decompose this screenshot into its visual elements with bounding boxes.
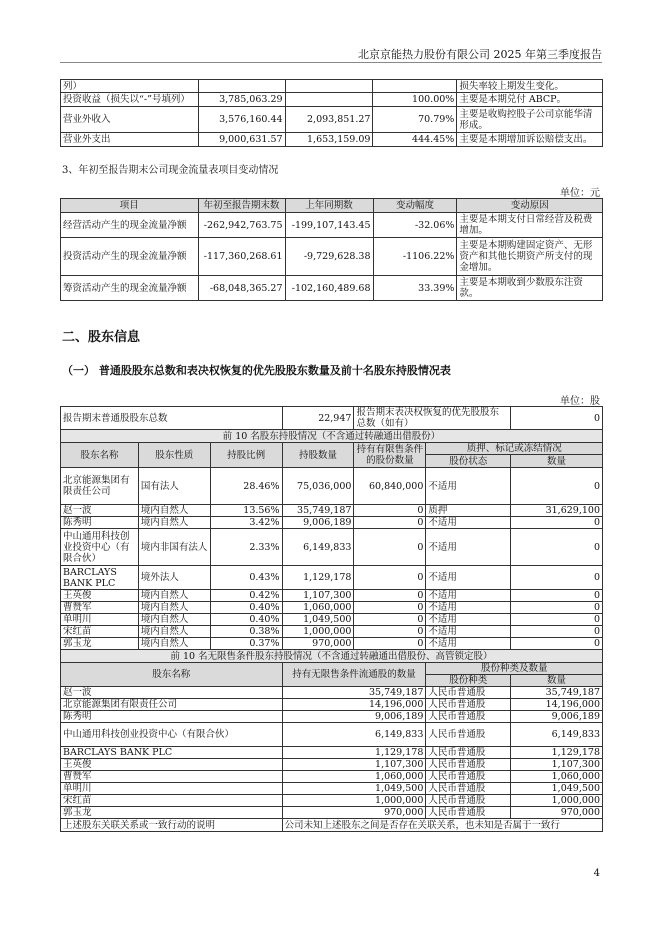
table-header: 项目 年初至报告期末数 上年同期数 变动幅度 变动原因 [61, 199, 603, 213]
table-row: 赵一波 35,749,187 人民币普通股 35,749,187 [61, 687, 603, 699]
table-row: 王英俊 1,107,300 人民币普通股 1,107,300 [61, 759, 603, 771]
shareholder-table [60, 406, 603, 832]
table-row: 单明川 1,049,500 人民币普通股 1,049,500 [61, 783, 603, 795]
table-row: 报告期末普通股股东总数 22,947 报告期末表决权恢复的优先股股东总数（如有） 0 [61, 407, 603, 430]
table-header: 股东名称 持有无限售条件流通股的数量 股份种类及数量 [61, 663, 603, 675]
table-title-row: 前 10 名无限售条件股东持股情况（不含通过转融通出借股份、高管锁定股） [61, 650, 603, 663]
cashflow-unit: 单位：元 [560, 188, 600, 199]
table-row: BARCLAYS BANK PLC 1,129,178 人民币普通股 1,129,178 [61, 747, 603, 759]
table-row: 郭玉龙 970,000 人民币普通股 970,000 [61, 807, 603, 819]
table-row: 上述股东关联关系或一致行动的说明 公司未知上述股东之间是否存在关联关系，也未知是否属于一致行 [61, 819, 603, 832]
table-row: 宋红苗 境内自然人 0.38% 1,000,000 0 不适用 0 [61, 626, 603, 638]
table-row: 营业外收入 3,576,160.44 2,093,851.27 70.79% 主要是收购控股子公司京能华清形成。 [61, 107, 603, 133]
table-row: 王英俊 境内自然人 0.42% 1,107,300 0 不适用 0 [61, 590, 603, 602]
table-row: 筹资活动产生的现金流量净额 -68,048,365.27 -102,160,489.68 33.39% 主要是本期收到少数股东注资款。 [61, 276, 603, 301]
table-row: 曹赞军 境内自然人 0.40% 1,060,000 0 不适用 0 [61, 602, 603, 614]
table-row: 投资活动产生的现金流量净额 -117,360,268.61 -9,729,628.38 -1106.22% 主要是本期购建固定资产、无形资产和其他长期资产所支付的现金增加。 [61, 238, 603, 276]
income-change-table [60, 79, 603, 147]
table-row: 经营活动产生的现金流量净额 -262,942,763.75 -199,107,143.45 -32.06% 主要是本期支付日常经营及税费增加。 [61, 213, 603, 238]
table-row: 曹赞军 1,060,000 人民币普通股 1,060,000 [61, 771, 603, 783]
table-row: 中山通用科技创业投资中心（有限合伙） 境内非国有法人 2.33% 6,149,833 0 不适用 0 [61, 529, 603, 566]
table-row: 郭玉龙 境内自然人 0.37% 970,000 0 不适用 0 [61, 638, 603, 650]
table-row: 营业外支出 9,000,631.57 1,653,159.09 444.45% 主要是本期增加诉讼赔偿支出。 [61, 133, 603, 147]
table-row: 北京能源集团有限责任公司 14,196,000 人民币普通股 14,196,000 [61, 699, 603, 711]
table-row: 陈秀明 境内自然人 3.42% 9,006,189 0 不适用 0 [61, 517, 603, 529]
table-header: 股份状态 数量 [61, 455, 603, 468]
table-row: 投资收益（损失以“-”号填列） 3,785,063.29 100.00% 主要是本期兑付 ABCP。 [61, 93, 603, 107]
page-header [60, 40, 602, 63]
table-row: 赵一波 境内自然人 13.56% 35,749,187 0 质押 31,629,100 [61, 505, 603, 517]
cashflow-table [60, 198, 603, 301]
table-header: 股份种类 数量 [61, 675, 603, 687]
table-row: 中山通用科技创业投资中心（有限合伙） 6,149,833 人民币普通股 6,149,833 [61, 723, 603, 747]
table-row: 北京能源集团有限责任公司 国有法人 28.46% 75,036,000 60,840,000 不适用 0 [61, 468, 603, 505]
table-row: 宋红苗 1,000,000 人民币普通股 1,000,000 [61, 795, 603, 807]
table-row: BARCLAYS BANK PLC 境外法人 0.43% 1,129,178 0 不适用 0 [61, 566, 603, 590]
table-row: 陈秀明 9,006,189 人民币普通股 9,006,189 [61, 711, 603, 723]
table-row: 列） 损失率较上期发生变化。 [61, 80, 603, 93]
table-row: 单明川 境内自然人 0.40% 1,049,500 0 不适用 0 [61, 614, 603, 626]
cashflow-heading: 3、年初至报告期末公司现金流量表项目变动情况 [62, 165, 279, 176]
table-header: 股东名称 股东性质 持股比例 持股数量 持有有限售条件的股份数量 质押、标记或冻结情况 [61, 443, 603, 455]
section-subtitle: （一） 普通股股东总数和表决权恢复的优先股股东数量及前十名股东持股情况表 [62, 364, 451, 377]
shareholder-unit: 单位：股 [560, 396, 600, 407]
table-title-row: 前 10 名股东持股情况（不含通过转融通出借股份） [61, 430, 603, 443]
header-text: 北京京能热力股份有限公司 2025 年第三季度报告 [358, 48, 602, 61]
page-number: 4 [593, 868, 600, 879]
section-title: 二、股东信息 [62, 330, 141, 345]
